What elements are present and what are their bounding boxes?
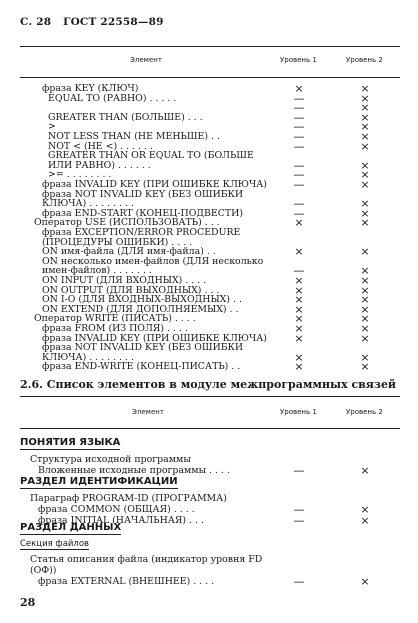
level2-mark: × — [360, 575, 370, 588]
level1-mark: × — [294, 82, 304, 95]
row-text: EQUAL TO (РАВНО) . . . . . — [48, 92, 177, 104]
level2-mark: × — [360, 312, 370, 326]
table-row — [0, 454, 418, 465]
level2-mark: × — [360, 264, 370, 278]
level1-mark: — — [293, 178, 305, 191]
row-text: NOT < (НЕ <) . . . . . . — [48, 140, 153, 152]
header-standard: ГОСТ 22558—89 — [63, 16, 164, 28]
level1-mark: — — [293, 264, 305, 278]
level2-mark: × — [360, 130, 370, 143]
level1-mark: — — [293, 110, 305, 124]
table-row — [0, 493, 418, 504]
row-text: фраза EXCEPTION/ERROR PROCEDURE — [42, 227, 241, 238]
level2-mark: × — [360, 178, 370, 191]
level1-mark: — — [293, 514, 305, 527]
level2-mark: × — [360, 168, 370, 182]
table-row — [0, 465, 418, 476]
row-text: >= . . . . . . . . — [48, 169, 112, 181]
level1-mark: — — [293, 120, 305, 134]
level1-mark: — — [293, 158, 305, 172]
header-page-label: С. 28 — [20, 16, 52, 28]
level1-mark: × — [294, 216, 304, 230]
level2-mark: × — [360, 274, 370, 287]
row-text: фраза KEY (КЛЮЧ) — [42, 83, 139, 94]
table-row — [0, 504, 418, 515]
data-division-heading: РАЗДЕЛ ДАННЫХ — [20, 522, 122, 533]
level2-mark: × — [360, 283, 370, 297]
level1-mark: × — [294, 331, 304, 345]
table1-col-level2: Уровень 2 — [346, 56, 383, 64]
table1-top-rule — [20, 46, 400, 47]
row-text: фраза INITIAL (НАЧАЛЬНАЯ) . . . — [38, 515, 204, 526]
row-text: Оператор USE (ИСПОЛЬЗОВАТЬ) . . . — [34, 217, 220, 229]
level2-mark: × — [360, 293, 370, 307]
level1-mark: — — [293, 168, 305, 182]
row-text: GREATER THAN (БОЛЬШЕ) . . . — [48, 111, 203, 123]
row-text: ON EXTEND (ДЛЯ ДОПОЛНЯЕМЫХ) . . — [42, 303, 239, 315]
table-row — [0, 554, 418, 565]
level1-mark: × — [294, 274, 304, 287]
lang-concepts-heading: ПОНЯТИЯ ЯЗЫКА — [20, 437, 121, 448]
table1-col-level1: Уровень 1 — [280, 56, 317, 64]
level2-mark: × — [360, 331, 370, 345]
row-text: Вложенные исходные программы . . . . — [38, 465, 230, 476]
level1-mark: — — [293, 575, 305, 588]
row-text: ON несколько имен-файлов (ДЛЯ несколько — [42, 255, 264, 267]
row-text: фраза END-START (КОНЕЦ-ПОДВЕСТИ) — [42, 207, 244, 219]
level1-mark: × — [294, 283, 304, 297]
level1-mark: × — [294, 322, 304, 335]
row-text: NOT LESS THAN (НЕ МЕНЬШЕ) . . — [48, 131, 220, 142]
level2-mark: × — [360, 158, 370, 172]
level1-mark: × — [294, 350, 304, 364]
row-text: фраза NOT INVALID KEY (БЕЗ ОШИБКИ — [42, 342, 244, 354]
level2-mark: × — [360, 350, 370, 364]
row-text: фраза END-WRITE (КОНЕЦ-ПИСАТЬ) . . — [42, 361, 241, 373]
table-row — [0, 361, 418, 372]
level1-mark: × — [294, 312, 304, 326]
level2-mark: × — [360, 464, 370, 477]
row-text: КЛЮЧА) . . . . . . . . — [42, 351, 134, 363]
table2-top-rule — [20, 396, 400, 397]
level2-mark: × — [360, 216, 370, 230]
page-number: 28 — [20, 596, 36, 609]
row-text: (ОФ)) — [30, 565, 57, 576]
level2-mark: × — [360, 503, 370, 516]
row-text: имен-файлов) . . . . . . . — [42, 265, 152, 277]
table2-col-element: Элемент — [132, 408, 164, 416]
level2-mark: × — [360, 302, 370, 316]
row-text: ON I-O (ДЛЯ ВХОДНЫХ-ВЫХОДНЫХ) . . — [42, 294, 242, 306]
level2-mark: × — [360, 91, 370, 105]
level1-mark: × — [294, 360, 304, 374]
table1-col-element: Элемент — [130, 56, 162, 64]
row-text: Параграф PROGRAM-ID (ПРОГРАММА) — [30, 493, 227, 504]
row-text: КЛЮЧА) . . . . . . . . — [42, 198, 134, 210]
level2-mark: × — [360, 360, 370, 374]
row-text: фраза EXTERNAL (ВНЕШНЕЕ) . . . . — [38, 576, 215, 587]
table2-col-level2: Уровень 2 — [346, 408, 383, 416]
row-text: > — [48, 121, 56, 133]
row-text: ON INPUT (ДЛЯ ВХОДНЫХ) . . . . — [42, 275, 207, 286]
table2-header-rule — [20, 428, 400, 429]
level2-mark: × — [360, 206, 370, 220]
level1-mark: — — [293, 197, 305, 211]
level1-mark: × — [294, 293, 304, 307]
level2-mark: × — [360, 101, 370, 115]
identification-division-heading: РАЗДЕЛ ИДЕНТИФИКАЦИИ — [20, 476, 178, 487]
level1-mark: — — [293, 464, 305, 477]
level2-mark: × — [360, 514, 370, 527]
row-text: Оператор WRITE (ПИСАТЬ) . . . . — [34, 313, 196, 325]
level1-mark: — — [293, 139, 305, 153]
section-2-6-title: 2.6. Список элементов в модуле межпрограммных связей — [20, 378, 397, 391]
level1-mark: × — [294, 245, 304, 259]
row-text: фраза COMMON (ОБЩАЯ) . . . . — [38, 504, 195, 515]
table2-col-level1: Уровень 1 — [280, 408, 317, 416]
row-text: фраза INVALID KEY (ПРИ ОШИБКЕ КЛЮЧА) — [42, 332, 267, 344]
row-text: GREATER THAN OR EQUAL TO (БОЛЬШЕ — [48, 150, 254, 162]
level2-mark: × — [360, 82, 370, 95]
row-text: ON OUTPUT (ДЛЯ ВЫХОДНЫХ) . . . — [42, 284, 220, 296]
level2-mark: × — [360, 197, 370, 211]
level2-mark: × — [360, 139, 370, 153]
level2-mark: × — [360, 245, 370, 259]
level1-mark: — — [293, 130, 305, 143]
row-text: (ПРОЦЕДУРЫ ОШИБКИ) . . . . — [42, 236, 193, 248]
row-text: ИЛИ РАВНО) . . . . . . — [48, 159, 151, 171]
row-text: фраза FROM (ИЗ ПОЛЯ) . . . . — [42, 323, 188, 334]
level1-mark: — — [293, 91, 305, 105]
level2-mark: × — [360, 322, 370, 335]
level2-mark: × — [360, 110, 370, 124]
level1-mark: — — [293, 101, 305, 115]
table-row — [0, 565, 418, 576]
level1-mark: — — [293, 206, 305, 220]
level1-mark: × — [294, 302, 304, 316]
row-text: фраза INVALID KEY (ПРИ ОШИБКЕ КЛЮЧА) — [42, 179, 267, 190]
table-row — [0, 576, 418, 587]
row-text: фраза NOT INVALID KEY (БЕЗ ОШИБКИ — [42, 188, 244, 200]
file-section-heading: Секция файлов — [20, 539, 90, 549]
row-text: ON имя-файла (ДЛЯ имя-файла) . . — [42, 246, 216, 258]
page-header — [20, 16, 164, 28]
level2-mark: × — [360, 120, 370, 134]
row-text: Статья описания файла (индикатор уровня FD — [30, 554, 263, 565]
table1-header-rule — [20, 77, 400, 78]
level1-mark: — — [293, 503, 305, 516]
row-text: Структура исходной программы — [30, 454, 191, 465]
